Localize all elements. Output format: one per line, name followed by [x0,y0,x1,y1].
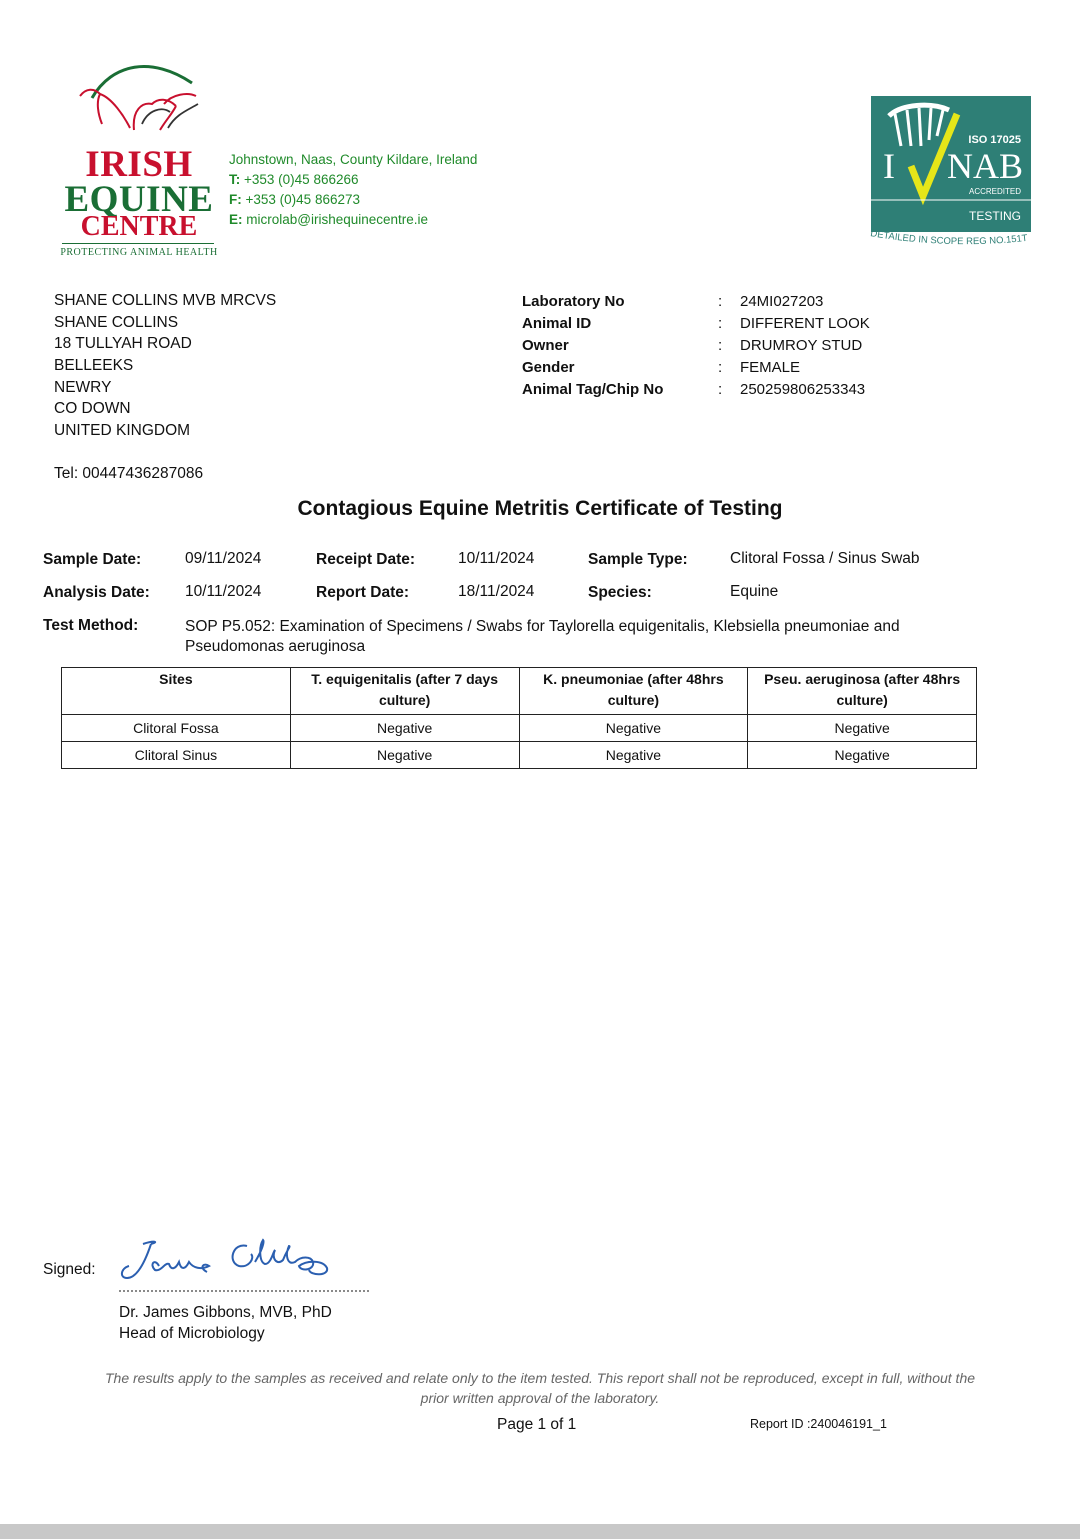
logo-tagline: PROTECTING ANIMAL HEALTH [60,247,218,258]
analysis-date-value: 10/11/2024 [185,583,262,600]
recipient-address [54,290,276,442]
contact-phone [229,170,359,190]
table-row [62,742,977,769]
report-date-value: 18/11/2024 [458,583,535,600]
lab-info-value: FEMALE [740,359,801,376]
contact-email-label: E: [229,212,243,227]
lab-info-value: DRUMROY STUD [740,337,863,354]
page-number: Page 1 of 1 [497,1416,577,1433]
table-cell: Clitoral Sinus [62,742,291,769]
iso-label: ISO 17025 [968,134,1021,146]
signed-label: Signed: [43,1261,96,1278]
inab-scope-label: DETAILED IN SCOPE REG NO.151T [869,228,1029,248]
species-value: Equine [730,583,779,600]
table-cell: Negative [748,742,977,769]
contact-phone-label: T: [229,172,241,187]
logo-irish-text: IRISH [85,144,193,185]
lab-info-value: DIFFERENT LOOK [740,315,870,332]
contact-phone-value: +353 (0)45 866266 [244,172,359,187]
lab-info-row [522,291,942,313]
separator: : [718,315,723,332]
column-header: Sites [62,668,291,715]
table-cell: Negative [290,715,519,742]
test-method-label: Test Method: [43,617,139,634]
analysis-date-label: Analysis Date: [43,584,150,601]
lab-info-value: 250259806253343 [740,381,866,398]
lab-info-label: Laboratory No [522,293,625,310]
table-cell: Negative [290,742,519,769]
lab-info-row [522,379,942,401]
address-line: NEWRY [54,378,112,396]
address-line: SHANE COLLINS [54,313,179,331]
logo-centre-text: CENTRE [80,211,198,242]
separator: : [718,381,723,398]
inab-nab-text: NAB [946,146,1023,186]
table-cell: Negative [519,742,748,769]
contact-email-value: microlab@irishequinecentre.ie [246,212,429,227]
column-header: T. equigenitalis (after 7 days culture) [290,668,519,715]
receipt-date-label: Receipt Date: [316,551,416,568]
signer-role: Head of Microbiology [119,1325,265,1342]
table-cell: Clitoral Fossa [62,715,291,742]
address-line: BELLEEKS [54,357,134,375]
report-date-label: Report Date: [316,584,410,601]
certificate-title: Contagious Equine Metritis Certificate of Testing [297,497,783,520]
contact-email [229,210,428,230]
address-line: SHANE COLLINS MVB MRCVS [54,292,277,309]
lab-info-row [522,313,942,335]
separator: : [718,337,723,354]
inab-scope-text [862,224,1037,254]
signer-block [119,1302,332,1344]
sample-type-label: Sample Type: [588,551,688,568]
separator: : [718,359,723,376]
logo-equine-text: EQUINE [64,179,214,220]
inab-accreditation-badge [871,96,1031,232]
table-row [62,715,977,742]
sample-date-label: Sample Date: [43,551,142,568]
results-table [61,667,977,769]
address-line: 18 TULLYAH ROAD [54,335,192,353]
contact-fax [229,190,360,210]
sample-type-value: Clitoral Fossa / Sinus Swab [730,550,920,567]
signature-line [119,1290,369,1292]
sample-date-value: 09/11/2024 [185,550,262,567]
signer-name: Dr. James Gibbons, MVB, PhD [119,1304,332,1321]
contact-fax-label: F: [229,192,242,207]
table-cell: Negative [519,715,748,742]
accredited-label: ACCREDITED [968,187,1021,196]
recipient-tel: Tel: 00447436287086 [54,465,204,482]
lab-info-row [522,357,942,379]
address-line: CO DOWN [54,400,131,418]
lab-info-label: Gender [522,359,575,376]
report-id: Report ID :240046191_1 [750,1417,887,1431]
address-line: UNITED KINGDOM [54,422,191,440]
separator: : [718,293,723,310]
table-cell: Negative [748,715,977,742]
test-method-value: SOP P5.052: Examination of Specimens / Swabs for Taylorella equigenitalis, Klebsiella pneumoniae and Pseudomonas aeruginosa [185,618,900,655]
lab-info-label: Owner [522,337,569,354]
table-header-row [62,668,977,715]
lab-info-label: Animal ID [522,315,592,332]
lab-info-label: Animal Tag/Chip No [522,381,664,398]
contact-address: Johnstown, Naas, County Kildare, Ireland [229,152,478,167]
lab-info-row [522,335,942,357]
lab-info-value: 24MI027203 [740,293,824,310]
svg-text:DETAILED IN SCOPE REG NO.151T [870,228,1029,247]
logo-divider [62,243,214,244]
handwritten-signature [115,1232,345,1292]
column-header: Pseu. aeruginosa (after 48hrs culture) [748,668,977,715]
lab-info [522,291,942,401]
testing-label: TESTING [968,209,1021,223]
species-label: Species: [588,584,652,601]
horse-logo-icon [72,58,207,138]
disclaimer-text: The results apply to the samples as received and relate only to the item tested. This report shall not be reproduced, except in full, without the prior written approval of the laboratory. [104,1370,976,1406]
contact-fax-value: +353 (0)45 866273 [245,192,360,207]
column-header: K. pneumoniae (after 48hrs culture) [519,668,748,715]
bottom-scrollbar [0,1524,1080,1539]
inab-i-text: I [883,146,895,186]
receipt-date-value: 10/11/2024 [458,550,535,567]
